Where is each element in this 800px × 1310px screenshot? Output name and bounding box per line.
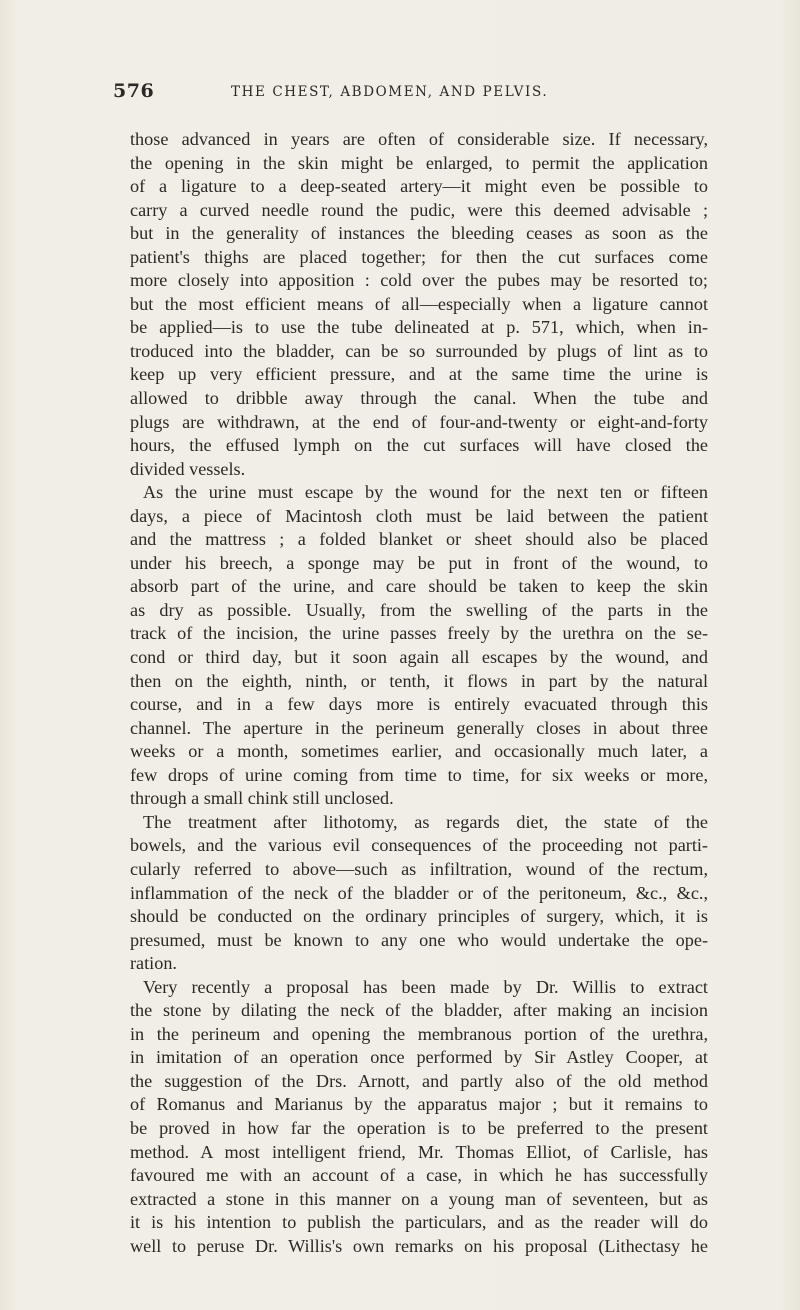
text-line: keep up very efficient pressure, and at the same time the urine is	[130, 364, 708, 385]
text-line: as dry as possible. Usually, from the swelling of the parts in the	[130, 599, 708, 620]
text-line: weeks or a month, sometimes earlier, and occasionally much later, a	[130, 741, 708, 762]
text-line: the opening in the skin might be enlarged, to permit the application	[130, 152, 708, 173]
text-line: Very recently a proposal has been made by Dr. Willis to extract	[143, 976, 708, 997]
text-line: through a small chink still unclosed.	[130, 788, 394, 809]
text-line: plugs are withdrawn, at the end of four-and-twenty or eight-and-forty	[130, 411, 708, 432]
text-line: it is his intention to publish the particulars, and as the reader will do	[130, 1212, 708, 1233]
text-line: should be conducted on the ordinary principles of surgery, which, it is	[130, 906, 708, 927]
text-line: cond or third day, but it soon again all escapes by the wound, and	[130, 647, 708, 668]
text-line: divided vessels.	[130, 458, 246, 479]
text-line: inflammation of the neck of the bladder or of the peritoneum, &c., &c.,	[130, 882, 708, 903]
text-line: be proved in how far the operation is to be preferred to the present	[130, 1117, 708, 1138]
page-number: 576	[113, 80, 155, 102]
text-line: favoured me with an account of a case, in which he has successfully	[130, 1165, 708, 1186]
text-line: course, and in a few days more is entirely evacuated through this	[130, 694, 708, 715]
body-text	[130, 128, 708, 1258]
text-line: the suggestion of the Drs. Arnott, and partly also of the old method	[130, 1070, 708, 1091]
running-title: THE CHEST, ABDOMEN, AND PELVIS.	[231, 84, 549, 100]
text-line: then on the eighth, ninth, or tenth, it flows in part by the natural	[130, 670, 708, 691]
text-line: few drops of urine coming from time to time, for six weeks or more,	[130, 764, 708, 785]
text-line: in the perineum and opening the membranous portion of the urethra,	[130, 1023, 708, 1044]
text-line: more closely into apposition : cold over the pubes may be resorted to;	[130, 270, 708, 291]
text-line: be applied—is to use the tube delineated at p. 571, which, when in-	[130, 317, 708, 338]
text-line: hours, the effused lymph on the cut surfaces will have closed the	[130, 435, 708, 456]
text-line: channel. The aperture in the perineum generally closes in about three	[130, 717, 708, 738]
text-line: but the most efficient means of all—especially when a ligature cannot	[130, 293, 708, 314]
text-line: method. A most intelligent friend, Mr. Thomas Elliot, of Carlisle, has	[130, 1141, 708, 1162]
text-line: extracted a stone in this manner on a young man of seventeen, but as	[130, 1188, 708, 1209]
page-header	[113, 80, 693, 110]
text-line: ration.	[130, 953, 177, 974]
text-line: carry a curved needle round the pudic, were this deemed advisable ;	[130, 199, 708, 220]
text-line: well to peruse Dr. Willis's own remarks on his proposal (Lithectasy he	[130, 1235, 708, 1256]
text-line: but in the generality of instances the bleeding ceases as soon as the	[130, 223, 708, 244]
text-line: those advanced in years are often of considerable size. If necessary,	[130, 129, 708, 149]
text-line: bowels, and the various evil consequences of the proceeding not parti-	[130, 835, 708, 856]
text-line: patient's thighs are placed together; for then the cut surfaces come	[130, 246, 708, 267]
text-line: The treatment after lithotomy, as regards diet, the state of the	[143, 811, 708, 832]
text-line: allowed to dribble away through the canal. When the tube and	[130, 388, 708, 409]
text-line: presumed, must be known to any one who would undertake the ope-	[130, 929, 708, 950]
text-line: of a ligature to a deep-seated artery—it might even be possible to	[130, 176, 708, 197]
text-line: of Romanus and Marianus by the apparatus major ; but it remains to	[130, 1094, 708, 1115]
text-line: the stone by dilating the neck of the bladder, after making an incision	[130, 1000, 708, 1021]
text-line: and the mattress ; a folded blanket or sheet should also be placed	[130, 529, 708, 550]
text-line: absorb part of the urine, and care should be taken to keep the skin	[130, 576, 708, 597]
text-line: in imitation of an operation once performed by Sir Astley Cooper, at	[130, 1047, 708, 1068]
text-line: cularly referred to above—such as infiltration, wound of the rectum,	[130, 858, 708, 879]
text-line: days, a piece of Macintosh cloth must be laid between the patient	[130, 505, 708, 526]
text-line: track of the incision, the urine passes freely by the urethra on the se-	[130, 623, 708, 644]
text-line: troduced into the bladder, can be so surrounded by plugs of lint as to	[130, 340, 708, 361]
text-line: under his breech, a sponge may be put in front of the wound, to	[130, 552, 708, 573]
text-line: As the urine must escape by the wound for the next ten or fifteen	[143, 482, 708, 503]
